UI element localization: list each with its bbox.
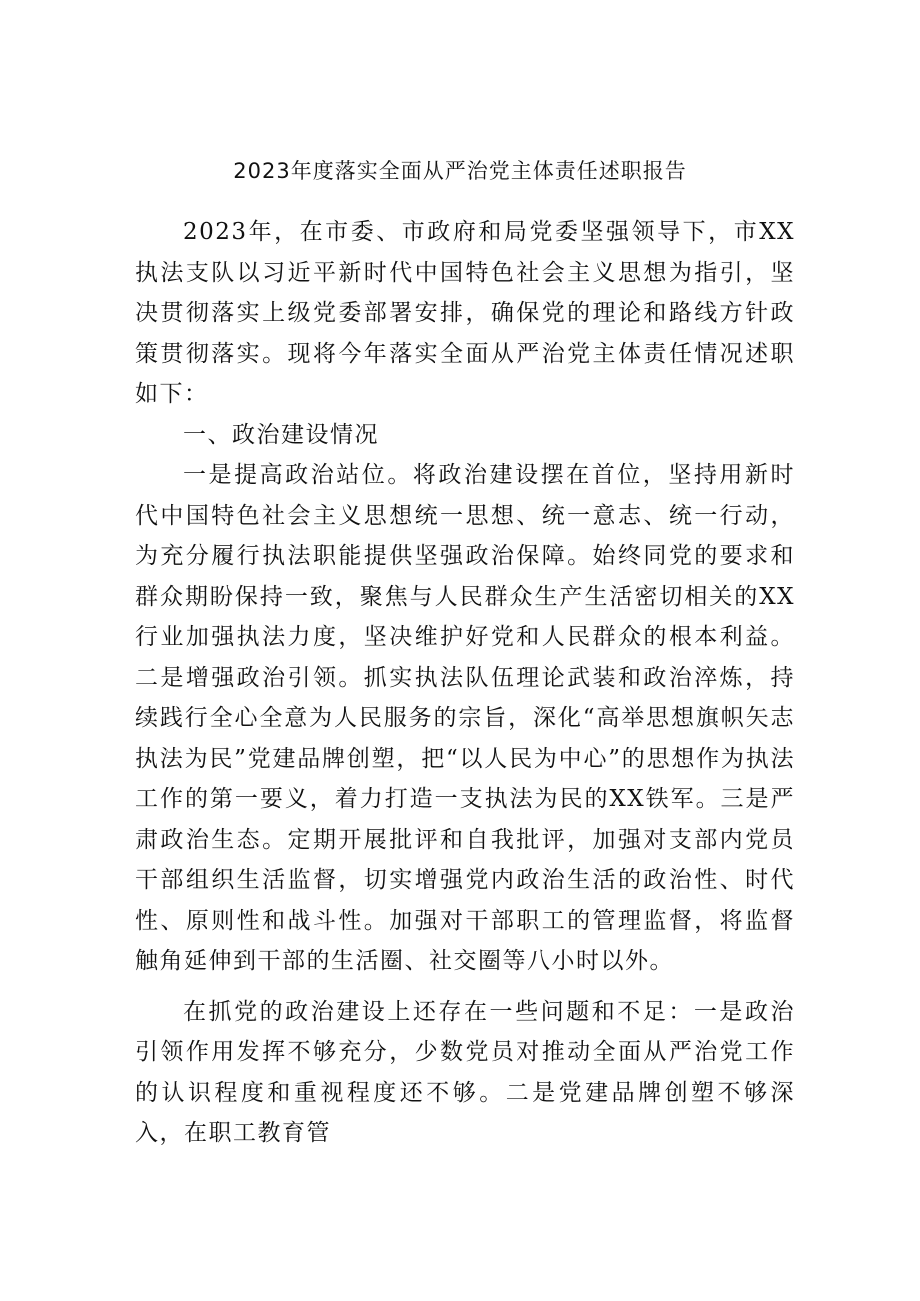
section-heading-political-construction: 一、政治建设情况 (183, 421, 379, 448)
document-body (135, 212, 795, 1154)
paragraph-intro: 2023年，在市委、市政府和局党委坚强领导下，市XX执法支队以习近平新时代中国特色社会主义思想为指引，坚决贯彻落实上级党委部署安排，确保党的理论和路线方针政策贯彻落实。现将今年落实全面从严治党主体责任情况述职如下： (135, 219, 795, 407)
paragraph-problems: 在抓党的政治建设上还存在一些问题和不足：一是政治引领作用发挥不够充分，少数党员对推动全面从严治党工作的认识程度和重视程度还不够。二是党建品牌创塑不够深入，在职工教育管 (135, 998, 795, 1146)
paragraph-political-construction: 一是提高政治站位。将政治建设摆在首位，坚持用新时代中国特色社会主义思想统一思想、统一意志、统一行动，为充分履行执法职能提供坚强政治保障。始终同党的要求和群众期盼保持一致，聚焦与人民群众生产生活密切相关的XX行业加强执法力度，坚决维护好党和人民群众的根本利益。二是增强政治引领。抓实执法队伍理论武装和政治淬炼，持续践行全心全意为人民服务的宗旨，深化“高举思想旗帜矢志执法为民”党建品牌创塑，把“以人民为中心”的思想作为执法工作的第一要义，着力打造一支执法为民的XX铁军。三是严肃政治生态。定期开展批评和自我批评，加强对支部内党员干部组织生活监督，切实增强党内政治生活的政治性、时代性、原则性和战斗性。加强对干部职工的管理监督，将监督触角延伸到干部的生活圈、社交圈等八小时以外。 (135, 462, 795, 974)
document-title: 2023年度落实全面从严治党主体责任述职报告 (233, 159, 687, 183)
